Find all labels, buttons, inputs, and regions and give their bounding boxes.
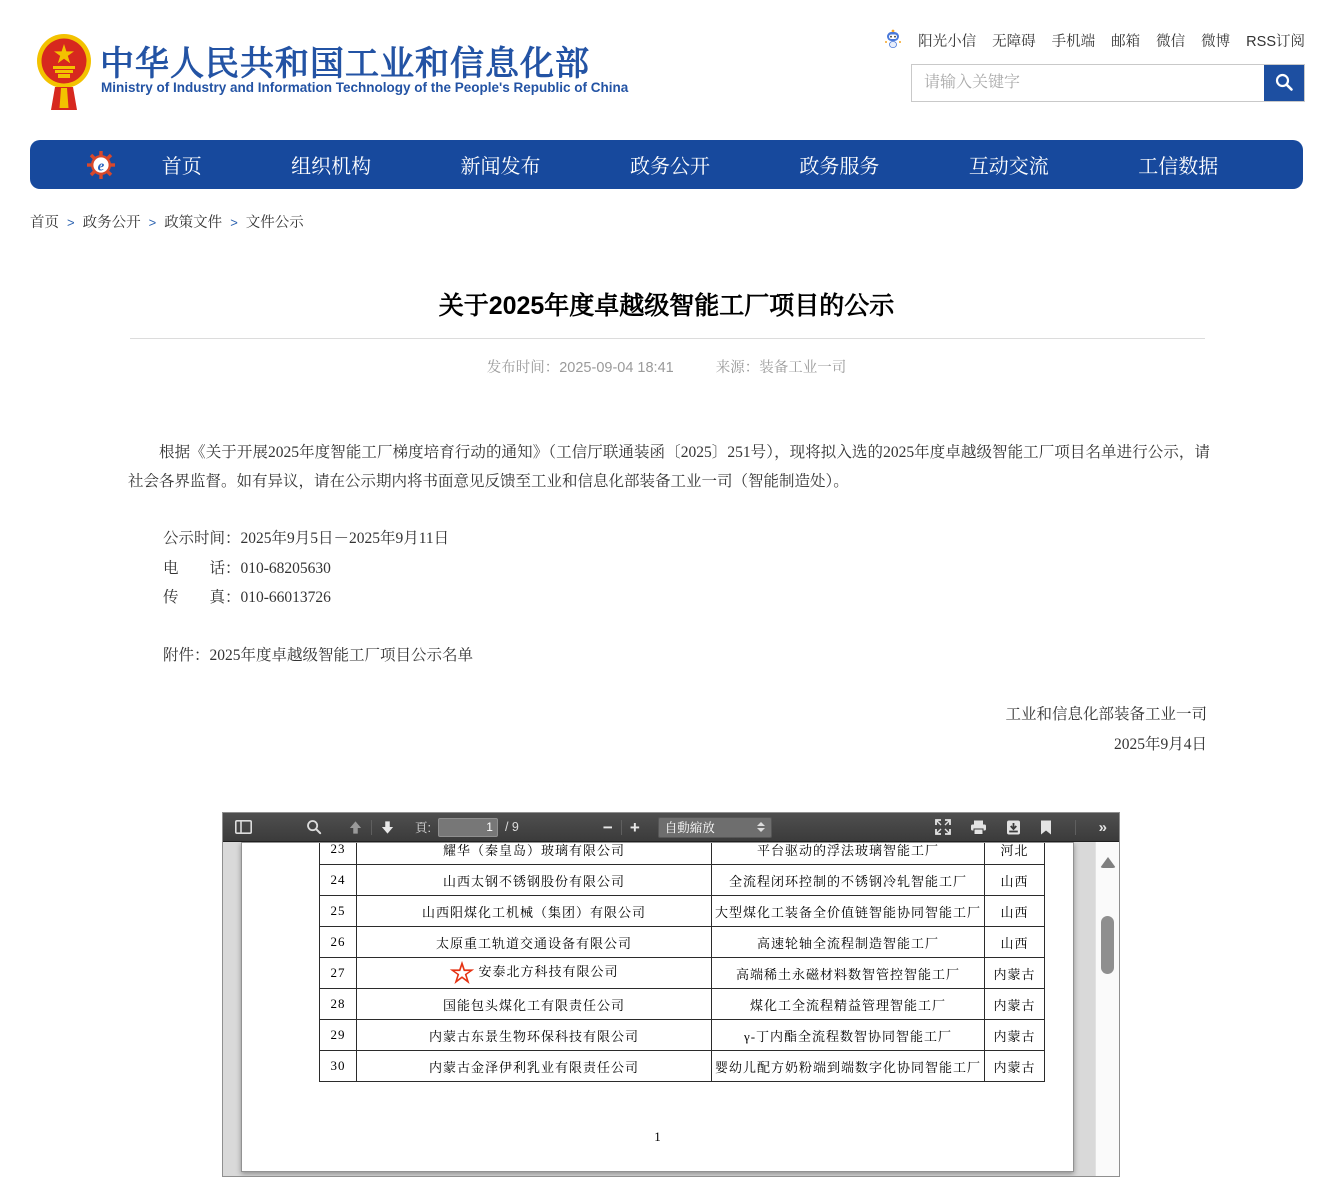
article-source: 来源：装备工业一司 (715, 360, 847, 376)
cell-no: 24 (320, 865, 357, 896)
cell-project: 高端稀土永磁材料数智管控智能工厂 (712, 958, 985, 989)
cell-company: 国能包头煤化工有限责任公司 (357, 989, 712, 1020)
search-icon (1274, 72, 1294, 95)
top-link-6[interactable]: RSS订阅 (1246, 33, 1305, 50)
scroll-up-icon[interactable] (1100, 857, 1116, 868)
signature-department: 工业和信息化部装备工业一司 (1005, 706, 1207, 723)
cell-province: 内蒙古 (985, 1051, 1045, 1082)
phone-line: 电 话：010-68205630 (163, 559, 331, 577)
page-title: 关于2025年度卓越级智能工厂项目的公示 (438, 292, 895, 320)
page-label: 頁: (415, 821, 431, 835)
top-link-2[interactable]: 手机端 (1051, 33, 1096, 50)
nav-item-6[interactable]: 工信数据 (1138, 156, 1219, 178)
top-link-5[interactable]: 微博 (1201, 33, 1231, 50)
main-nav (30, 140, 1303, 189)
article-paragraph: 根据《关于开展2025年度智能工厂梯度培育行动的通知》（工信厅联通装函〔2025〕251号），现将拟入选的2025年度卓越级智能工厂项目名单进行公示，请社会各界监督。如有异议，请在公示期内将书面意见反馈至工业和信息化部装备工业一司（智能制造处）。 (128, 444, 1210, 490)
cell-company: 内蒙古东景生物环保科技有限公司 (357, 1020, 712, 1051)
cell-no: 27 (320, 958, 357, 989)
breadcrumb-item-2[interactable]: 政策文件 (164, 215, 223, 231)
sidebar-toggle-button[interactable] (233, 818, 254, 836)
nav-item-3[interactable]: 政务公开 (629, 156, 710, 178)
select-spinner-icon (757, 822, 765, 832)
breadcrumb-item-3: 文件公示 (245, 215, 304, 231)
breadcrumb-item-0[interactable]: 首页 (30, 215, 59, 231)
pdf-scrollbar[interactable] (1095, 842, 1119, 1176)
publicity-period: 公示时间：2025年9月5日－2025年9月11日 (163, 530, 450, 547)
cell-province: 内蒙古 (985, 1020, 1045, 1051)
cell-province: 山西 (985, 927, 1045, 958)
nav-list (117, 150, 1263, 179)
page-down-button[interactable] (378, 818, 397, 837)
article-body (128, 438, 1210, 496)
fax-line: 传 真：010-66013726 (163, 589, 331, 606)
table-row (320, 927, 1045, 958)
cell-company: 山西阳煤化工机械（集团）有限公司 (357, 896, 712, 927)
nav-item-5[interactable]: 互动交流 (968, 156, 1049, 178)
red-star-icon (449, 960, 475, 986)
site-title: 中华人民共和国工业和信息化部 (100, 45, 590, 83)
site-search (911, 64, 1305, 102)
pdf-table (319, 842, 1045, 1082)
title-divider (130, 338, 1205, 339)
cell-no: 25 (320, 896, 357, 927)
cell-company: 太原重工轨道交通设备有限公司 (357, 927, 712, 958)
cell-province: 河北 (985, 842, 1045, 865)
page-total: / 9 (504, 820, 519, 834)
publish-time: 发布时间：2025-09-04 18:41 (486, 360, 674, 376)
cell-province: 山西 (985, 896, 1045, 927)
table-row (320, 1020, 1045, 1051)
print-button[interactable] (968, 818, 989, 837)
national-emblem-logo (35, 30, 93, 115)
bookmark-button[interactable] (1038, 818, 1054, 837)
breadcrumb-separator: > (67, 215, 75, 230)
sunshine-robot-icon (884, 28, 902, 52)
table-row (320, 958, 1045, 989)
cell-no: 29 (320, 1020, 357, 1051)
nav-item-1[interactable]: 组织机构 (291, 156, 372, 178)
signature-block (1005, 700, 1207, 760)
cell-province: 内蒙古 (985, 958, 1045, 989)
breadcrumb (30, 211, 304, 232)
table-row (320, 1051, 1045, 1082)
nav-item-2[interactable]: 新闻发布 (460, 156, 541, 178)
toolbar-divider (621, 820, 622, 835)
zoom-select[interactable] (658, 817, 772, 838)
top-link-3[interactable]: 邮箱 (1111, 33, 1141, 50)
table-row (320, 842, 1045, 865)
signature-date: 2025年9月4日 (1113, 736, 1207, 753)
site-subtitle: Ministry of Industry and Information Technology of the People's Republic of China (101, 80, 629, 95)
pdf-page-footer-number: 1 (654, 1129, 661, 1144)
cell-province: 内蒙古 (985, 989, 1045, 1020)
pdf-find-button[interactable] (304, 817, 324, 837)
pdf-toolbar (223, 813, 1119, 842)
zoom-out-button[interactable]: − (602, 817, 613, 837)
miit-gear-icon (85, 149, 117, 181)
cell-no: 28 (320, 989, 357, 1020)
nav-item-4[interactable]: 政务服务 (799, 156, 880, 178)
cell-project: 全流程闭环控制的不锈钢冷轧智能工厂 (712, 865, 985, 896)
breadcrumb-item-1[interactable]: 政务公开 (82, 215, 141, 231)
svg-text:e: e (97, 158, 105, 174)
table-row (320, 865, 1045, 896)
cell-company: 耀华（秦皇岛）玻璃有限公司 (357, 842, 712, 865)
cell-company-text: 安泰北方科技有限公司 (478, 963, 619, 979)
breadcrumb-separator: > (148, 215, 157, 230)
pdf-page (241, 842, 1074, 1172)
toolbar-divider (1075, 820, 1076, 835)
cell-company (357, 958, 712, 989)
top-link-0[interactable]: 阳光小信 (918, 33, 977, 50)
download-button[interactable] (1004, 818, 1023, 837)
top-links (884, 28, 1305, 52)
nav-item-0[interactable]: 首页 (161, 156, 202, 178)
article-meta (0, 356, 1333, 377)
cell-project: 婴幼儿配方奶粉端到端数字化协同智能工厂 (712, 1051, 985, 1082)
top-link-1[interactable]: 无障碍 (992, 33, 1036, 50)
scrollbar-thumb[interactable] (1101, 916, 1114, 974)
more-tools-button[interactable]: » (1098, 818, 1105, 836)
top-link-4[interactable]: 微信 (1156, 33, 1186, 50)
pdf-table-body (320, 842, 1045, 1082)
contact-info (163, 524, 449, 613)
attachment-line: 附件：2025年度卓越级智能工厂项目公示名单 (163, 647, 474, 664)
pdf-page-view (223, 842, 1119, 1176)
cell-project: 平台驱动的浮法玻璃智能工厂 (712, 842, 985, 865)
table-row (320, 896, 1045, 927)
cell-project: 高速轮轴全流程制造智能工厂 (712, 927, 985, 958)
cell-no: 30 (320, 1051, 357, 1082)
pdf-viewer (222, 812, 1120, 1177)
cell-no: 23 (320, 842, 357, 865)
zoom-in-button[interactable]: + (629, 817, 640, 837)
page-number-input[interactable] (438, 818, 498, 837)
cell-project: 煤化工全流程精益管理智能工厂 (712, 989, 985, 1020)
cell-project: 大型煤化工装备全价值链智能协同智能工厂 (712, 896, 985, 927)
cell-no: 26 (320, 927, 357, 958)
toolbar-divider (371, 820, 372, 835)
cell-company: 山西太钢不锈钢股份有限公司 (357, 865, 712, 896)
zoom-select-value: 自動縮放 (664, 821, 715, 835)
search-button[interactable] (1264, 65, 1304, 101)
table-row (320, 989, 1045, 1020)
cell-company: 内蒙古金泽伊利乳业有限责任公司 (357, 1051, 712, 1082)
presentation-mode-button[interactable] (933, 817, 953, 837)
search-input[interactable] (912, 65, 1264, 101)
cell-project: γ-丁内酯全流程数智协同智能工厂 (712, 1020, 985, 1051)
page-up-button[interactable] (346, 818, 365, 837)
cell-province: 山西 (985, 865, 1045, 896)
breadcrumb-separator: > (230, 215, 238, 230)
